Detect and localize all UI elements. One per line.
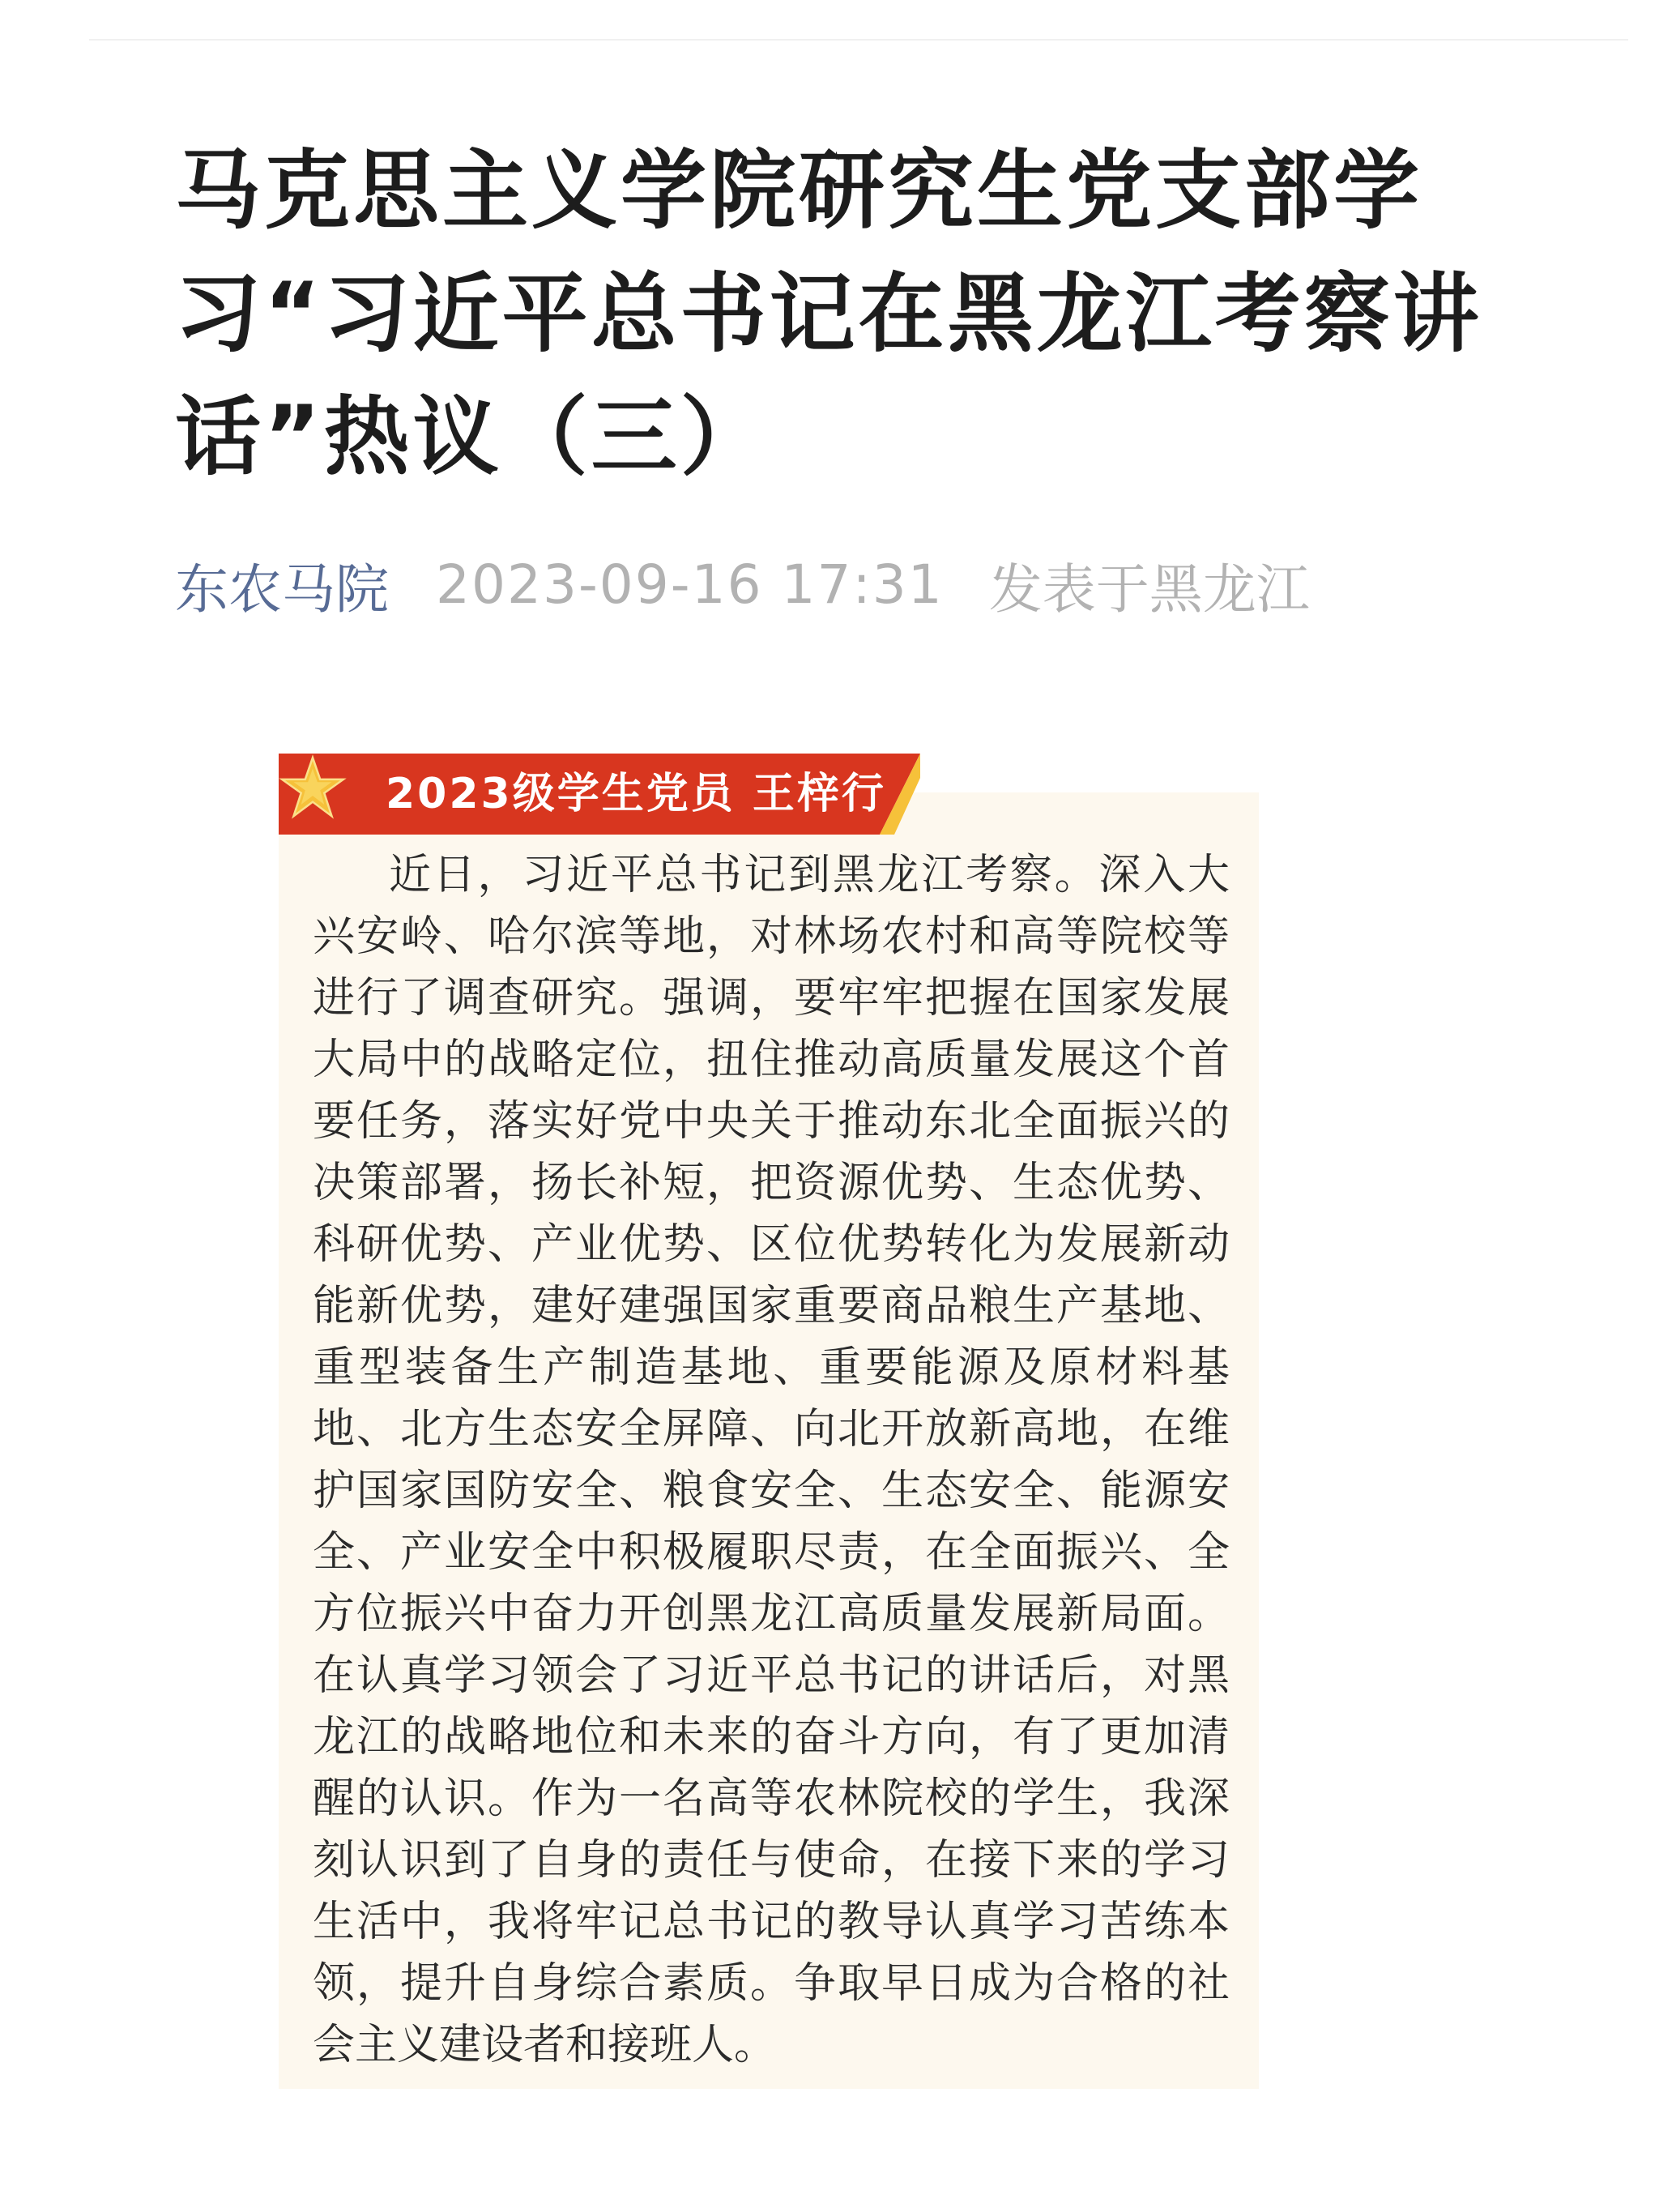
- card-header-label: 2023级学生党员 王梓行: [386, 770, 886, 818]
- article-meta: [175, 548, 1310, 621]
- publish-time: 2023-09-16 17:31: [436, 553, 944, 616]
- card-header-ribbon: [279, 754, 920, 835]
- publish-location: 发表于黑龙江: [988, 557, 1310, 621]
- top-divider: [89, 39, 1628, 41]
- article-title: 马克思主义学院研究生党支部学习“习近平总书记在黑龙江考察讲话”热议（三）: [175, 141, 1482, 487]
- author-link[interactable]: 东农马院: [175, 557, 389, 621]
- star-icon: [279, 754, 347, 822]
- card-body-text: 近日，习近平总书记到黑龙江考察。深入大兴安岭、哈尔滨等地，对林场农村和高等院校等进行了调查研究。强调，要牢牢把握在国家发展大局中的战略定位，扭住推动高质量发展这个首要任务，落实好党中央关于推动东北全面振兴的决策部署，扬长补短，把资源优势、生态优势、科研优势、产业优势、区位优势转化为发展新动能新优势，建好建强国家重要商品粮生产基地、重型装备生产制造基地、重要能源及原材料基地、北方生态安全屏障、向北开放新高地，在维护国家国防安全、粮食安全、生态安全、能源安全、产业安全中积极履职尽责，在全面振兴、全方位振兴中奋力开创黑龙江高质量发展新局面。在认真学习领会了习近平总书记的讲话后，对黑龙江的战略地位和未来的奋斗方向，有了更加清醒的认识。作为一名高等农林院校的学生，我深刻认识到了自身的责任与使命，在接下来的学习生活中，我将牢记总书记的教导认真学习苦练本领，提升自身综合素质。争取早日成为合格的社会主义建设者和接班人。: [313, 851, 1230, 2069]
